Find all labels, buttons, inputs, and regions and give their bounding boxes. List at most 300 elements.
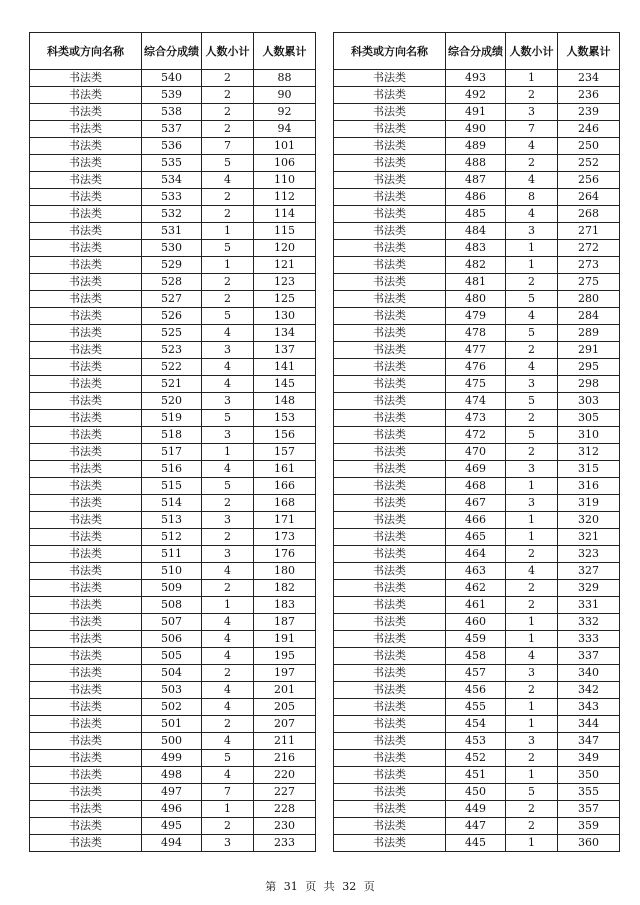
table-row <box>30 155 316 172</box>
cell-category: 书法类 <box>30 682 142 699</box>
cell-category: 书法类 <box>30 393 142 410</box>
cell-count: 2 <box>202 274 254 291</box>
cell-score: 498 <box>142 767 202 784</box>
cell-count: 2 <box>506 342 558 359</box>
cell-count: 4 <box>202 699 254 716</box>
table-row <box>334 376 620 393</box>
cell-category: 书法类 <box>30 614 142 631</box>
cell-score: 535 <box>142 155 202 172</box>
cell-category: 书法类 <box>30 376 142 393</box>
cell-category: 书法类 <box>334 512 446 529</box>
cell-category: 书法类 <box>334 682 446 699</box>
cell-category: 书法类 <box>30 359 142 376</box>
cell-count: 2 <box>202 580 254 597</box>
cell-category: 书法类 <box>334 767 446 784</box>
cell-score: 469 <box>446 461 506 478</box>
cell-score: 487 <box>446 172 506 189</box>
cell-category: 书法类 <box>334 240 446 257</box>
cell-category: 书法类 <box>30 172 142 189</box>
cell-category: 书法类 <box>30 206 142 223</box>
cell-cumulative: 327 <box>558 563 620 580</box>
header-score: 综合分成绩 <box>142 33 202 70</box>
cell-count: 5 <box>506 291 558 308</box>
cell-category: 书法类 <box>334 325 446 342</box>
cell-cumulative: 284 <box>558 308 620 325</box>
cell-score: 474 <box>446 393 506 410</box>
cell-category: 书法类 <box>334 121 446 138</box>
cell-category: 书法类 <box>30 716 142 733</box>
cell-count: 4 <box>506 563 558 580</box>
cell-score: 464 <box>446 546 506 563</box>
score-table-left <box>29 32 316 852</box>
cell-cumulative: 233 <box>254 835 316 852</box>
cell-category: 书法类 <box>30 767 142 784</box>
cell-score: 540 <box>142 70 202 87</box>
cell-category: 书法类 <box>30 835 142 852</box>
table-row <box>30 716 316 733</box>
cell-cumulative: 130 <box>254 308 316 325</box>
cell-score: 507 <box>142 614 202 631</box>
cell-category: 书法类 <box>30 512 142 529</box>
cell-count: 2 <box>506 597 558 614</box>
cell-score: 536 <box>142 138 202 155</box>
cell-category: 书法类 <box>334 70 446 87</box>
table-row <box>30 648 316 665</box>
cell-score: 458 <box>446 648 506 665</box>
cell-score: 449 <box>446 801 506 818</box>
cell-count: 4 <box>506 206 558 223</box>
cell-count: 2 <box>506 682 558 699</box>
cell-count: 1 <box>506 699 558 716</box>
cell-count: 8 <box>506 189 558 206</box>
cell-cumulative: 289 <box>558 325 620 342</box>
cell-category: 书法类 <box>334 580 446 597</box>
cell-category: 书法类 <box>334 393 446 410</box>
cell-score: 506 <box>142 631 202 648</box>
cell-count: 3 <box>506 733 558 750</box>
cell-category: 书法类 <box>334 784 446 801</box>
cell-count: 3 <box>506 495 558 512</box>
cell-cumulative: 337 <box>558 648 620 665</box>
table-row <box>30 478 316 495</box>
table-row <box>334 631 620 648</box>
cell-category: 书法类 <box>334 818 446 835</box>
table-row <box>30 665 316 682</box>
cell-count: 1 <box>506 835 558 852</box>
cell-count: 5 <box>506 784 558 801</box>
table-row <box>30 767 316 784</box>
cell-score: 491 <box>446 104 506 121</box>
cell-cumulative: 114 <box>254 206 316 223</box>
cell-count: 4 <box>202 614 254 631</box>
table-row <box>30 70 316 87</box>
cell-category: 书法类 <box>334 444 446 461</box>
cell-score: 497 <box>142 784 202 801</box>
cell-category: 书法类 <box>334 835 446 852</box>
table-row <box>30 427 316 444</box>
cell-category: 书法类 <box>334 155 446 172</box>
cell-count: 3 <box>202 342 254 359</box>
cell-count: 1 <box>506 257 558 274</box>
table-row <box>30 240 316 257</box>
cell-score: 512 <box>142 529 202 546</box>
cell-cumulative: 173 <box>254 529 316 546</box>
cell-score: 457 <box>446 665 506 682</box>
table-row <box>30 580 316 597</box>
cell-cumulative: 125 <box>254 291 316 308</box>
cell-category: 书法类 <box>30 665 142 682</box>
cell-count: 2 <box>202 121 254 138</box>
cell-category: 书法类 <box>30 478 142 495</box>
table-row <box>30 189 316 206</box>
cell-category: 书法类 <box>334 699 446 716</box>
cell-score: 481 <box>446 274 506 291</box>
cell-count: 2 <box>506 87 558 104</box>
cell-category: 书法类 <box>30 189 142 206</box>
cell-cumulative: 182 <box>254 580 316 597</box>
cell-count: 2 <box>506 818 558 835</box>
table-row <box>30 682 316 699</box>
cell-cumulative: 183 <box>254 597 316 614</box>
cell-category: 书法类 <box>334 172 446 189</box>
cell-count: 5 <box>506 427 558 444</box>
cell-category: 书法类 <box>334 461 446 478</box>
cell-count: 5 <box>506 325 558 342</box>
cell-count: 5 <box>202 478 254 495</box>
cell-category: 书法类 <box>334 359 446 376</box>
cell-score: 488 <box>446 155 506 172</box>
cell-category: 书法类 <box>30 410 142 427</box>
cell-cumulative: 216 <box>254 750 316 767</box>
table-row <box>334 189 620 206</box>
cell-cumulative: 115 <box>254 223 316 240</box>
cell-cumulative: 347 <box>558 733 620 750</box>
cell-score: 516 <box>142 461 202 478</box>
cell-count: 5 <box>202 410 254 427</box>
cell-category: 书法类 <box>334 665 446 682</box>
page-footer <box>0 878 640 894</box>
cell-category: 书法类 <box>30 580 142 597</box>
table-row <box>30 257 316 274</box>
cell-score: 456 <box>446 682 506 699</box>
table-row <box>334 427 620 444</box>
cell-score: 523 <box>142 342 202 359</box>
cell-cumulative: 332 <box>558 614 620 631</box>
table-row <box>30 529 316 546</box>
cell-category: 书法类 <box>334 563 446 580</box>
table-row <box>30 393 316 410</box>
cell-count: 2 <box>202 87 254 104</box>
cell-cumulative: 320 <box>558 512 620 529</box>
table-row <box>30 342 316 359</box>
table-row <box>30 376 316 393</box>
cell-category: 书法类 <box>30 138 142 155</box>
cell-score: 502 <box>142 699 202 716</box>
cell-score: 478 <box>446 325 506 342</box>
cell-count: 1 <box>202 223 254 240</box>
table-row <box>334 257 620 274</box>
cell-count: 1 <box>202 257 254 274</box>
cell-cumulative: 92 <box>254 104 316 121</box>
cell-count: 1 <box>506 716 558 733</box>
cell-cumulative: 342 <box>558 682 620 699</box>
cell-cumulative: 359 <box>558 818 620 835</box>
table-row <box>334 121 620 138</box>
cell-count: 1 <box>506 614 558 631</box>
cell-score: 496 <box>142 801 202 818</box>
table-row <box>30 223 316 240</box>
cell-cumulative: 319 <box>558 495 620 512</box>
cell-score: 529 <box>142 257 202 274</box>
cell-category: 书法类 <box>334 750 446 767</box>
cell-cumulative: 187 <box>254 614 316 631</box>
cell-score: 489 <box>446 138 506 155</box>
cell-category: 书法类 <box>30 597 142 614</box>
cell-count: 4 <box>202 172 254 189</box>
cell-cumulative: 298 <box>558 376 620 393</box>
cell-category: 书法类 <box>30 563 142 580</box>
cell-cumulative: 153 <box>254 410 316 427</box>
cell-score: 526 <box>142 308 202 325</box>
cell-category: 书法类 <box>30 461 142 478</box>
table-row <box>334 240 620 257</box>
cell-cumulative: 256 <box>558 172 620 189</box>
cell-score: 452 <box>446 750 506 767</box>
cell-cumulative: 201 <box>254 682 316 699</box>
table-row <box>334 512 620 529</box>
cell-score: 460 <box>446 614 506 631</box>
cell-cumulative: 239 <box>558 104 620 121</box>
cell-count: 1 <box>202 444 254 461</box>
cell-count: 3 <box>202 512 254 529</box>
cell-score: 515 <box>142 478 202 495</box>
cell-category: 书法类 <box>30 257 142 274</box>
cell-score: 484 <box>446 223 506 240</box>
table-header-row <box>30 33 316 70</box>
cell-count: 4 <box>202 648 254 665</box>
cell-category: 书法类 <box>334 206 446 223</box>
cell-cumulative: 360 <box>558 835 620 852</box>
cell-count: 3 <box>506 665 558 682</box>
cell-count: 5 <box>202 240 254 257</box>
cell-score: 466 <box>446 512 506 529</box>
cell-count: 2 <box>506 580 558 597</box>
cell-score: 459 <box>446 631 506 648</box>
table-header-row <box>334 33 620 70</box>
cell-category: 书法类 <box>30 342 142 359</box>
cell-count: 5 <box>506 393 558 410</box>
cell-cumulative: 148 <box>254 393 316 410</box>
cell-category: 书法类 <box>334 546 446 563</box>
table-row <box>334 461 620 478</box>
cell-score: 445 <box>446 835 506 852</box>
cell-count: 2 <box>202 70 254 87</box>
cell-count: 1 <box>506 512 558 529</box>
cell-count: 2 <box>506 801 558 818</box>
cell-category: 书法类 <box>30 223 142 240</box>
cell-category: 书法类 <box>30 818 142 835</box>
cell-count: 4 <box>202 325 254 342</box>
cell-score: 530 <box>142 240 202 257</box>
cell-category: 书法类 <box>30 121 142 138</box>
table-row <box>334 580 620 597</box>
cell-cumulative: 303 <box>558 393 620 410</box>
table-row <box>30 631 316 648</box>
table-row <box>30 563 316 580</box>
cell-cumulative: 156 <box>254 427 316 444</box>
cell-score: 508 <box>142 597 202 614</box>
cell-cumulative: 106 <box>254 155 316 172</box>
cell-category: 书法类 <box>334 801 446 818</box>
cell-score: 519 <box>142 410 202 427</box>
cell-cumulative: 197 <box>254 665 316 682</box>
cell-category: 书法类 <box>334 478 446 495</box>
cell-cumulative: 246 <box>558 121 620 138</box>
table-row <box>30 121 316 138</box>
cell-count: 5 <box>202 308 254 325</box>
cell-score: 522 <box>142 359 202 376</box>
table-row <box>334 614 620 631</box>
cell-cumulative: 141 <box>254 359 316 376</box>
cell-count: 4 <box>506 138 558 155</box>
cell-category: 书法类 <box>30 70 142 87</box>
cell-count: 1 <box>506 478 558 495</box>
cell-category: 书法类 <box>334 410 446 427</box>
table-row <box>334 444 620 461</box>
cell-score: 467 <box>446 495 506 512</box>
cell-count: 4 <box>202 376 254 393</box>
cell-cumulative: 357 <box>558 801 620 818</box>
cell-category: 书法类 <box>30 546 142 563</box>
header-category: 科类或方向名称 <box>30 33 142 70</box>
table-row <box>30 597 316 614</box>
cell-score: 470 <box>446 444 506 461</box>
cell-score: 483 <box>446 240 506 257</box>
table-row <box>334 546 620 563</box>
table-row <box>30 512 316 529</box>
cell-count: 1 <box>506 529 558 546</box>
cell-category: 书法类 <box>334 274 446 291</box>
cell-score: 463 <box>446 563 506 580</box>
table-row <box>30 784 316 801</box>
cell-cumulative: 171 <box>254 512 316 529</box>
table-row <box>30 461 316 478</box>
cell-cumulative: 195 <box>254 648 316 665</box>
cell-cumulative: 268 <box>558 206 620 223</box>
table-row <box>30 291 316 308</box>
table-row <box>30 733 316 750</box>
table-row <box>30 835 316 852</box>
cell-category: 书法类 <box>334 376 446 393</box>
cell-cumulative: 110 <box>254 172 316 189</box>
cell-score: 495 <box>142 818 202 835</box>
cell-count: 1 <box>506 631 558 648</box>
cell-category: 书法类 <box>30 87 142 104</box>
table-row <box>30 87 316 104</box>
table-row <box>334 648 620 665</box>
table-row <box>30 699 316 716</box>
cell-cumulative: 321 <box>558 529 620 546</box>
cell-category: 书法类 <box>30 733 142 750</box>
cell-count: 3 <box>506 104 558 121</box>
cell-cumulative: 310 <box>558 427 620 444</box>
header-count: 人数小计 <box>506 33 558 70</box>
cell-score: 486 <box>446 189 506 206</box>
cell-score: 461 <box>446 597 506 614</box>
cell-cumulative: 94 <box>254 121 316 138</box>
table-row <box>334 529 620 546</box>
cell-score: 505 <box>142 648 202 665</box>
cell-score: 462 <box>446 580 506 597</box>
footer-total-pages: 32 <box>342 880 357 893</box>
cell-count: 1 <box>506 767 558 784</box>
cell-category: 书法类 <box>334 104 446 121</box>
cell-cumulative: 329 <box>558 580 620 597</box>
cell-category: 书法类 <box>30 325 142 342</box>
cell-count: 4 <box>202 733 254 750</box>
cell-cumulative: 344 <box>558 716 620 733</box>
cell-count: 4 <box>202 682 254 699</box>
cell-score: 510 <box>142 563 202 580</box>
cell-score: 520 <box>142 393 202 410</box>
table-row <box>30 801 316 818</box>
cell-cumulative: 205 <box>254 699 316 716</box>
table-row <box>30 359 316 376</box>
table-row <box>334 274 620 291</box>
cell-cumulative: 220 <box>254 767 316 784</box>
cell-score: 476 <box>446 359 506 376</box>
table-row <box>30 444 316 461</box>
cell-count: 2 <box>202 529 254 546</box>
cell-cumulative: 349 <box>558 750 620 767</box>
cell-score: 527 <box>142 291 202 308</box>
table-row <box>334 767 620 784</box>
table-row <box>334 750 620 767</box>
cell-category: 书法类 <box>30 274 142 291</box>
table-row <box>334 682 620 699</box>
table-row <box>334 733 620 750</box>
cell-cumulative: 112 <box>254 189 316 206</box>
cell-category: 书法类 <box>30 155 142 172</box>
cell-count: 4 <box>202 631 254 648</box>
table-row <box>334 308 620 325</box>
cell-cumulative: 272 <box>558 240 620 257</box>
cell-cumulative: 305 <box>558 410 620 427</box>
table-body-right <box>334 70 620 852</box>
cell-score: 538 <box>142 104 202 121</box>
cell-cumulative: 271 <box>558 223 620 240</box>
cell-count: 3 <box>506 223 558 240</box>
table-row <box>334 393 620 410</box>
table-row <box>334 155 620 172</box>
cell-count: 2 <box>202 206 254 223</box>
cell-cumulative: 227 <box>254 784 316 801</box>
cell-category: 书法类 <box>334 87 446 104</box>
cell-score: 503 <box>142 682 202 699</box>
cell-category: 书法类 <box>30 631 142 648</box>
cell-score: 504 <box>142 665 202 682</box>
cell-count: 2 <box>506 546 558 563</box>
cell-category: 书法类 <box>334 495 446 512</box>
cell-cumulative: 180 <box>254 563 316 580</box>
table-row <box>30 206 316 223</box>
cell-score: 537 <box>142 121 202 138</box>
header-score: 综合分成绩 <box>446 33 506 70</box>
cell-cumulative: 316 <box>558 478 620 495</box>
cell-category: 书法类 <box>334 291 446 308</box>
cell-cumulative: 252 <box>558 155 620 172</box>
cell-category: 书法类 <box>30 784 142 801</box>
